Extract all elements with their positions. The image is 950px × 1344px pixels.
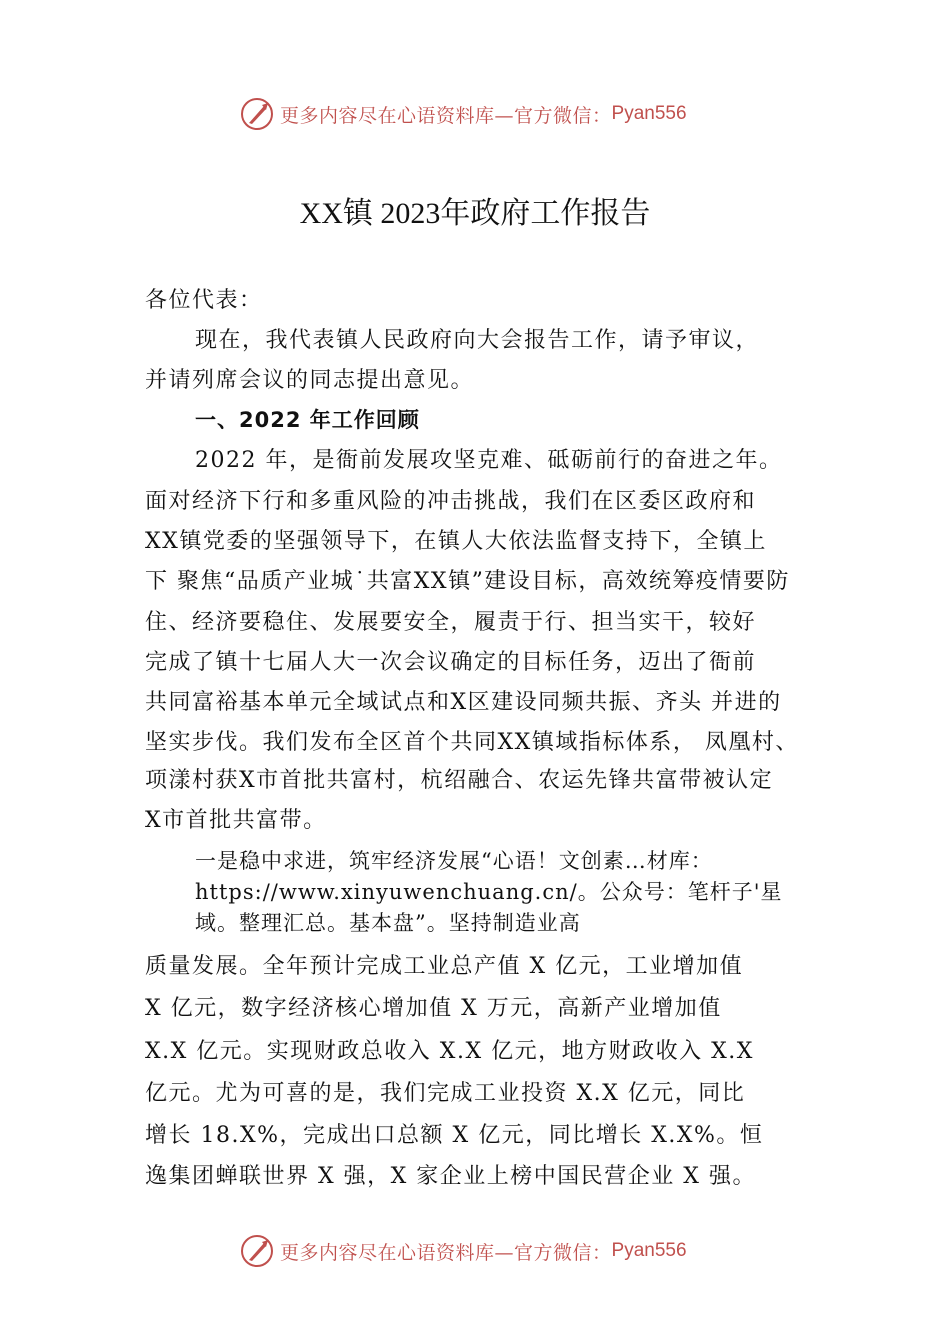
- paragraph-line: 共同富裕基本单元全域试点和X区建设同频共振、齐头 并进的: [145, 690, 782, 715]
- quill-pen-icon: [240, 1234, 274, 1268]
- paragraph-line: 逸集团蝉联世界 X 强，X 家企业上榜中国民营企业 X 强。: [145, 1164, 756, 1189]
- paragraph-line: 域。整理汇总。基本盘”。坚持制造业高: [195, 911, 581, 935]
- salutation: 各位代表：: [145, 288, 263, 313]
- quill-pen-icon: [240, 97, 274, 131]
- paragraph-line: X 亿元，数字经济核心增加值 X 万元，高新产业增加值: [145, 996, 722, 1021]
- paragraph-line: XX镇党委的坚强领导下，在镇人大依法监督支持下，全镇上: [145, 529, 767, 554]
- footer-banner: [240, 1231, 687, 1271]
- paragraph-line: 现在，我代表镇人民政府向大会报告工作，请予审议，: [195, 328, 760, 353]
- paragraph-line: https://www.xinyuwenchuang.cn/。公众号：笔杆子'星: [195, 880, 783, 904]
- paragraph-line: 住、经济要稳住、发展要安全，履责于行、担当实干，较好: [145, 610, 757, 635]
- paragraph-line: 完成了镇十七届人大一次会议确定的目标任务，迈出了衙前: [145, 650, 757, 675]
- paragraph-line: 坚实步伐。我们发布全区首个共同XX镇域指标体系， 凤凰村、: [145, 730, 799, 755]
- banner-text: 更多内容尽在心语资料库—官方微信：: [280, 104, 612, 127]
- paragraph-line: X市首批共富带。: [145, 808, 327, 833]
- paragraph-line: 并请列席会议的同志提出意见。: [145, 368, 475, 393]
- paragraph-line: X.X 亿元。实现财政总收入 X.X 亿元，地方财政收入 X.X: [145, 1039, 754, 1064]
- banner-wechat-id: Pyan556: [611, 1240, 687, 1261]
- paragraph-line: 一是稳中求进，筑牢经济发展“心语！文创素…材库：: [195, 849, 713, 873]
- header-banner: [240, 94, 687, 134]
- paragraph-line: 项漾村获X市首批共富村，杭绍融合、农运先锋共富带被认定: [145, 768, 774, 793]
- paragraph-line: 下 聚焦“品质产业城˙共富XX镇”建设目标，高效统筹疫情要防: [145, 569, 790, 594]
- document-title: XX镇 2023年政府工作报告: [299, 197, 651, 230]
- section-heading: 一、2022 年工作回顾: [195, 408, 420, 432]
- paragraph-line: 面对经济下行和多重风险的冲击挑战，我们在区委区政府和: [145, 489, 757, 514]
- paragraph-line: 亿元。尤为可喜的是，我们完成工业投资 X.X 亿元，同比: [145, 1081, 746, 1106]
- paragraph-line: 质量发展。全年预计完成工业总产值 X 亿元，工业增加值: [145, 954, 744, 979]
- paragraph-line: 增长 18.X%，完成出口总额 X 亿元，同比增长 X.X%。恒: [145, 1123, 764, 1148]
- banner-text: 更多内容尽在心语资料库—官方微信：: [280, 1241, 612, 1264]
- banner-wechat-id: Pyan556: [611, 103, 687, 124]
- paragraph-line: 2022 年，是衙前发展攻坚克难、砥砺前行的奋进之年。: [195, 448, 783, 473]
